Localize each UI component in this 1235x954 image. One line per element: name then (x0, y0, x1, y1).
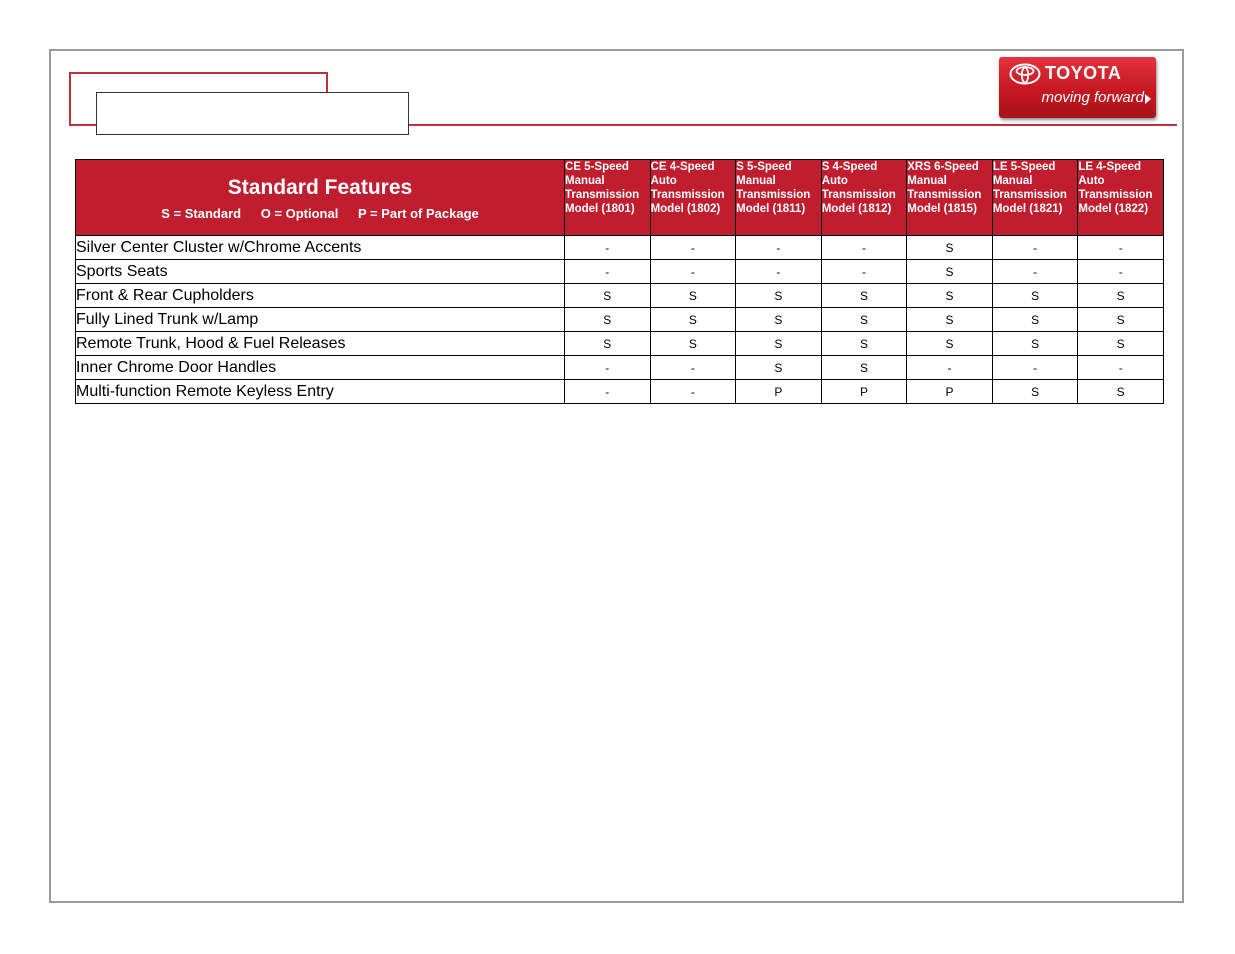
column-header (1078, 160, 1164, 236)
column-header-line: Manual (907, 175, 947, 187)
table-row (76, 380, 1164, 404)
availability-cell: S (907, 308, 993, 332)
availability-cell: S (821, 356, 907, 380)
availability-cell: S (907, 260, 993, 284)
legend (76, 206, 564, 221)
availability-cell: S (650, 332, 736, 356)
availability-cell: S (736, 308, 822, 332)
availability-cell: - (907, 356, 993, 380)
column-header (565, 160, 651, 236)
column-header-line: S 4-Speed (821, 161, 878, 173)
table-row (76, 356, 1164, 380)
column-header-line: Auto (821, 175, 848, 187)
column-header-line: Model (1821) (992, 203, 1063, 215)
availability-cell: S (1078, 380, 1164, 404)
availability-cell: - (1078, 356, 1164, 380)
column-header-line: Transmission (565, 189, 640, 201)
column-header-line: S 5-Speed (736, 161, 792, 173)
feature-name: Fully Lined Trunk w/Lamp (76, 308, 565, 332)
availability-cell: S (650, 284, 736, 308)
table-title-cell (76, 160, 565, 236)
availability-cell: - (992, 356, 1078, 380)
column-header-line: Auto (650, 175, 677, 187)
table-row (76, 308, 1164, 332)
availability-cell: S (821, 332, 907, 356)
availability-cell: S (565, 332, 651, 356)
features-table (75, 159, 1164, 404)
availability-cell: - (565, 236, 651, 260)
availability-cell: - (650, 236, 736, 260)
legend-package: P = Part of Package (357, 206, 479, 221)
column-header-line: LE 5-Speed (992, 161, 1056, 173)
availability-cell: - (736, 260, 822, 284)
availability-cell: S (992, 308, 1078, 332)
table-row (76, 284, 1164, 308)
column-header (992, 160, 1078, 236)
availability-cell: S (565, 308, 651, 332)
column-header-line: Model (1811) (736, 203, 806, 215)
availability-cell: - (650, 380, 736, 404)
column-header-line: CE 4-Speed (650, 161, 715, 173)
column-header-line: Transmission (736, 189, 811, 201)
availability-cell: S (907, 332, 993, 356)
availability-cell: - (650, 260, 736, 284)
column-header (821, 160, 907, 236)
availability-cell: S (1078, 332, 1164, 356)
column-header-line: XRS 6-Speed (907, 161, 979, 173)
feature-name: Multi-function Remote Keyless Entry (76, 380, 565, 404)
availability-cell: S (992, 284, 1078, 308)
toyota-logo (999, 57, 1156, 118)
column-header-line: Manual (565, 175, 605, 187)
table-title: Standard Features (227, 176, 413, 199)
column-header-line: Model (1802) (650, 203, 721, 215)
availability-cell: S (565, 284, 651, 308)
column-header-line: Model (1801) (565, 203, 635, 215)
legend-standard: S = Standard (161, 206, 242, 221)
feature-name: Remote Trunk, Hood & Fuel Releases (76, 332, 565, 356)
table-row (76, 236, 1164, 260)
column-header-line: LE 4-Speed (1078, 161, 1142, 173)
availability-cell: P (736, 380, 822, 404)
availability-cell: - (565, 356, 651, 380)
feature-name: Front & Rear Cupholders (76, 284, 565, 308)
column-header-line: Transmission (650, 189, 725, 201)
availability-cell: S (907, 236, 993, 260)
column-header-line: Transmission (992, 189, 1067, 201)
feature-name: Silver Center Cluster w/Chrome Accents (76, 236, 565, 260)
availability-cell: S (736, 332, 822, 356)
availability-cell: S (736, 356, 822, 380)
availability-cell: - (1078, 236, 1164, 260)
column-header-line: Transmission (1078, 189, 1153, 201)
availability-cell: - (565, 260, 651, 284)
availability-cell: S (821, 284, 907, 308)
availability-cell: S (1078, 308, 1164, 332)
availability-cell: P (821, 380, 907, 404)
column-header-line: Manual (736, 175, 776, 187)
availability-cell: - (650, 356, 736, 380)
column-header (907, 160, 993, 236)
play-arrow-icon (1145, 94, 1151, 104)
feature-name: Inner Chrome Door Handles (76, 356, 565, 380)
availability-cell: - (565, 380, 651, 404)
brand-name: TOYOTA (1045, 63, 1122, 83)
column-header (736, 160, 822, 236)
table-row (76, 260, 1164, 284)
header-title-box (96, 92, 409, 135)
legend-optional: O = Optional (260, 206, 339, 221)
column-header-line: CE 5-Speed (565, 161, 629, 173)
table-body (76, 236, 1164, 404)
toyota-emblem-icon (1009, 63, 1041, 85)
availability-cell: S (1078, 284, 1164, 308)
column-header-line: Model (1815) (907, 203, 977, 215)
column-header-line: Transmission (907, 189, 982, 201)
availability-cell: - (736, 236, 822, 260)
availability-cell: - (821, 236, 907, 260)
availability-cell: S (992, 332, 1078, 356)
availability-cell: S (992, 380, 1078, 404)
availability-cell: - (1078, 260, 1164, 284)
column-header-line: Model (1822) (1078, 203, 1149, 215)
column-header-line: Model (1812) (821, 203, 892, 215)
availability-cell: P (907, 380, 993, 404)
table-header-row (76, 160, 1164, 236)
table-row (76, 332, 1164, 356)
availability-cell: - (992, 236, 1078, 260)
availability-cell: S (736, 284, 822, 308)
availability-cell: S (650, 308, 736, 332)
column-header (650, 160, 736, 236)
column-header-line: Transmission (821, 189, 896, 201)
availability-cell: - (821, 260, 907, 284)
availability-cell: S (821, 308, 907, 332)
column-header-line: Manual (992, 175, 1033, 187)
feature-name: Sports Seats (76, 260, 565, 284)
column-header-line: Auto (1078, 175, 1105, 187)
brand-tagline: moving forward (1041, 89, 1144, 106)
availability-cell: S (907, 284, 993, 308)
availability-cell: - (992, 260, 1078, 284)
